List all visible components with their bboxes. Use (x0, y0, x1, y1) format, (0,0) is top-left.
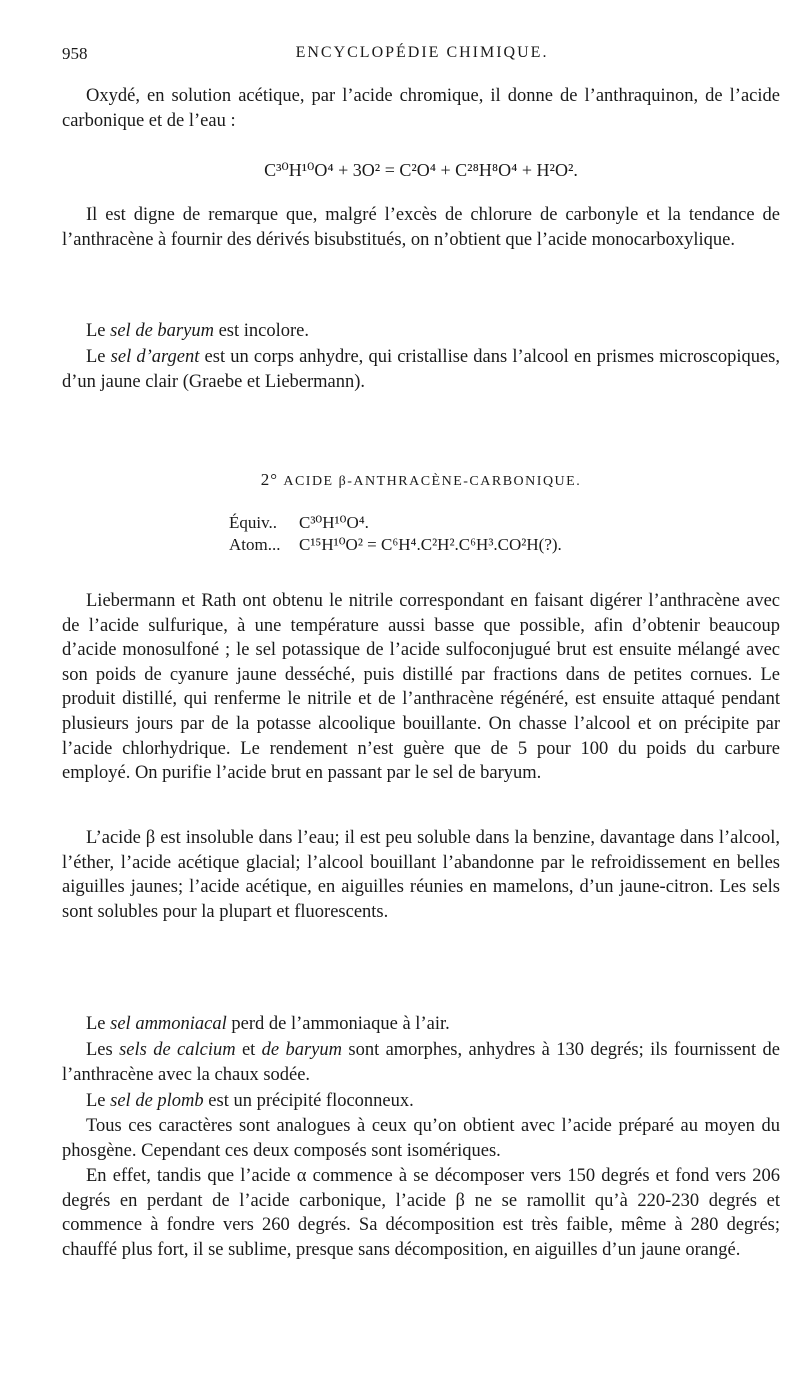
section-heading (62, 470, 780, 490)
section-title: ACIDE β-ANTHRACÈNE-CARBONIQUE. (283, 474, 582, 489)
paragraph-text: Il est digne de remarque que, malgré l’excès de chlorure de carbonyle et la tendance de l’anthracène à fournir des dérivés bisubstitués, on n’obtient que l’acide monocarboxylique. (62, 205, 780, 250)
text-run: Le (86, 1014, 111, 1034)
paragraph-properties (62, 826, 780, 924)
paragraph-text: En effet, tandis que l’acide α commence à se décomposer vers 150 degrés et fond vers 206 degrés en perdant de l’acide carbonique, l’acide β ne se ramollit qu’à 220-230 degrés et commence à fondre vers 260 degrés. Sa décomposition est très faible, même à 280 degrés; chauffé plus fort, il se sublime, presque sans décomposition, en aiguilles d’un jaune orangé. (62, 1166, 780, 1260)
paragraph-decomposition (62, 1164, 780, 1262)
text-run: sont amorphes, anhydres à 130 degrés; ils fournissent de l’anthracène avec la chaux sodée. (62, 1040, 780, 1085)
paragraph-text: Oxydé, en solution acétique, par l’acide chromique, il donne de l’anthraquinon, de l’acide carbonique et de l’eau : (62, 86, 780, 131)
italic-term: sel de baryum (110, 321, 214, 341)
text-run: et (235, 1040, 262, 1060)
text-run: perd de l’ammoniaque à l’air. (226, 1014, 450, 1034)
paragraph-text: Liebermann et Rath ont obtenu le nitrile correspondant en faisant digérer l’anthracène avec de l’acide sulfurique, à une température aussi basse que possible, afin d’obtenir beaucoup d’acide monosulfoné ; le sel potassique de l’acide sulfoconjugué brut est ensuite mélangé avec son poids de cyanure jaune desséché, puis distillé par fractions dans de petites cornues. Le produit distillé, qui renferme le nitrile et de l’anthracène régénéré, est ensuite attaqué pendant plusieurs jours par de la potasse alcoolique bouillante. On chasse l’alcool et on précipite par l’acide chlorhydrique. Le rendement n’est guère que de 5 pour 100 du poids du carbure employé. On purifie l’acide brut en passant par le sel de baryum. (62, 591, 780, 784)
text-run: est incolore. (213, 321, 309, 341)
paragraph-oxidation (62, 84, 780, 133)
page-header (62, 44, 782, 68)
equation-oxidation: C³⁰H¹⁰O⁴ + 3O² = C²O⁴ + C²⁸H⁸O⁴ + H²O². (264, 160, 578, 180)
section-number: 2° (260, 470, 279, 489)
paragraph-preparation (62, 589, 780, 786)
italic-term: sels de calcium (119, 1040, 236, 1060)
page-number: 958 (62, 44, 88, 63)
italic-term: sel d’argent (110, 347, 200, 367)
paragraph-text: Tous ces caractères sont analogues à ceux qu’on obtient avec l’acide préparé au moyen du phosgène. Cependant ces deux composés sont isomériques. (62, 1116, 780, 1161)
text-run: Les (86, 1040, 120, 1060)
text-run: est un précipité floconneux. (203, 1091, 414, 1111)
paragraph-calcium-barium-salts (62, 1038, 780, 1087)
paragraph-text: L’acide β est insoluble dans l’eau; il est peu soluble dans la benzine, davantage dans l’alcool, l’éther, l’acide acétique glacial; l’alcool bouillant l’abandonne par le refroidissement en belles aiguilles jaunes; l’acide acétique, en aiguilles réunies en mamelons, d’un jaune-citron. Les sels sont solubles pour la plupart et fluorescents. (62, 828, 780, 922)
text-run: est un corps anhydre, qui cristallise dans l’alcool en prismes microscopiques, d’un jaune clair (Graebe et Liebermann). (62, 347, 781, 392)
paragraph-remark (62, 203, 780, 252)
text-run: Le (86, 1091, 111, 1111)
paragraph-barium-salt (62, 319, 780, 344)
equiv-formula: C³⁰H¹⁰O⁴. (299, 513, 369, 532)
paragraph-ammonium-salt (62, 1012, 780, 1037)
paragraph-isomers (62, 1114, 780, 1163)
atom-label: Atom... (229, 535, 281, 554)
italic-term: sel ammoniacal (110, 1014, 227, 1034)
running-title: ENCYCLOPÉDIE CHIMIQUE. (295, 44, 549, 61)
italic-term: sel de plomb (110, 1091, 204, 1111)
paragraph-lead-salt (62, 1089, 780, 1114)
text-run: Le (86, 321, 111, 341)
equiv-label: Équiv.. (229, 513, 278, 532)
formula-block (229, 512, 562, 556)
italic-term: de baryum (261, 1040, 343, 1060)
atom-formula: C¹⁵H¹⁰O² = C⁶H⁴.C²H².C⁶H³.CO²H(?). (299, 535, 562, 554)
text-run: Le (86, 347, 111, 367)
paragraph-silver-salt (62, 345, 780, 394)
